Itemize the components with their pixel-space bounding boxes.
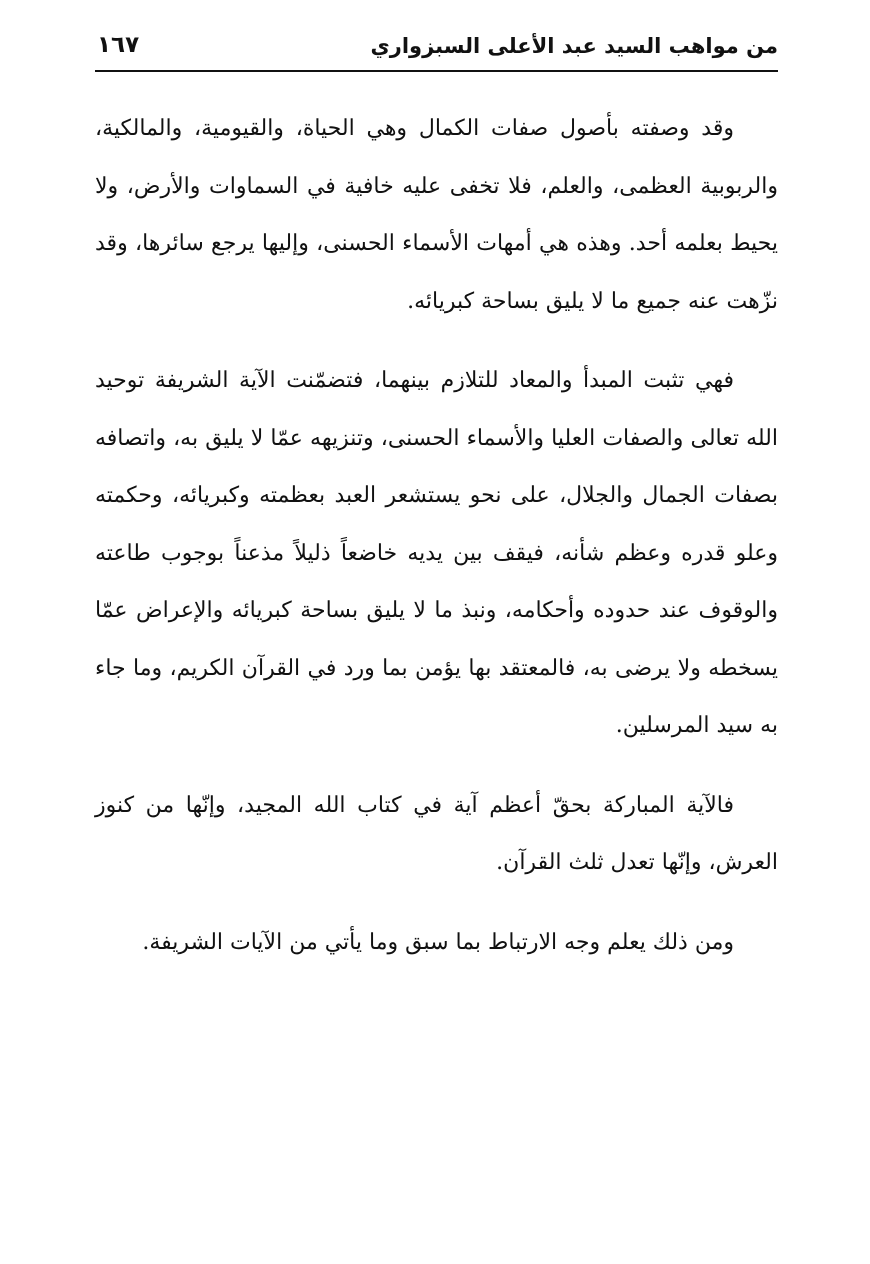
paragraph: فالآية المباركة بحقّ أعظم آية في كتاب الله المجيد، وإنّها من كنوز العرش، وإنّها تعدل ثلث القرآن. (95, 792, 778, 875)
paragraph: فهي تثبت المبدأ والمعاد للتلازم بينهما، فتضمّنت الآية الشريفة توحيد الله تعالى والصفات العليا والأسماء الحسنى، وتنزيهه عمّا لا يليق به، واتصافه بصفات الجمال والجلال، على نحو يستشعر العبد بعظمته وكبريائه، وحكمته وعلو قدره وعظم شأنه، فيقف بين يديه خاضعاً ذليلاً مذعناً بوجوب طاعته والوقوف عند حدوده وأحكامه، ونبذ ما لا يليق بساحة كبريائه والإعراض عمّا يسخطه ولا يرضى به، فالمعتقد بها يؤمن بما ورد في القرآن الكريم، وما جاء به سيد المرسلين. (95, 368, 778, 738)
paragraph: وقد وصفته بأصول صفات الكمال وهي الحياة، والقيومية، والمالكية، والربوبية العظمى، والعلم، فلا تخفى عليه خافية في السماوات والأرض، ولا يحيط بعلمه أحد. وهذه هي أمهات الأسماء الحسنى، وإليها يرجع سائرها، وقد نزّهت عنه جميع ما لا يليق بساحة كبريائه. (95, 116, 778, 314)
page-body (95, 100, 778, 993)
page-number: ١٦٧ (97, 32, 140, 58)
running-title: من مواهب السيد عبد الأعلى السبزواري (370, 34, 778, 58)
paragraph: ومن ذلك يعلم وجه الارتباط بما سبق وما يأتي من الآيات الشريفة. (142, 929, 734, 955)
page-header (95, 28, 778, 72)
